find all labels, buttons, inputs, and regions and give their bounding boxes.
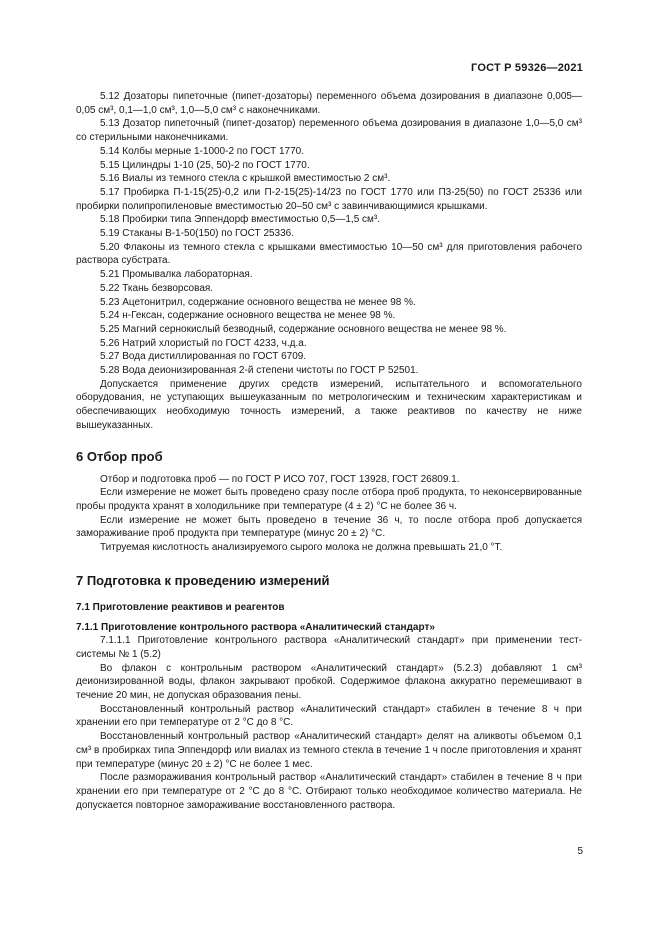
item-5-12: 5.12 Дозаторы пипеточные (пипет-дозаторы) переменного объема дозирования в диапазоне 0,005—0,05 см³, 0,1—1,0 см³, 1,0—5,0 см³ с наконечниками. [76, 91, 582, 116]
item-5-25: 5.25 Магний сернокислый безводный, содержание основного вещества не менее 98 %. [100, 323, 507, 335]
item-5-18: 5.18 Пробирки типа Эппендорф вместимостью 0,5—1,5 см³. [100, 214, 381, 226]
section-5-list [76, 90, 582, 433]
equipment-note: Допускается применение других средств измерений, испытательного и вспомогательного оборудования, не уступающих вышеуказанным по метрологическим и техническим характеристикам и обеспечивающих необходимую точность измерений, а также реактивов по качеству не ниже вышеуказанных. [76, 378, 582, 431]
paragraph: Восстановленный контрольный раствор «Аналитический стандарт» делят на аликвоты объемом 0,1 см³ в пробирках типа Эппендорф или виалах из темного стекла в течение 1 ч после приготовления и хранят при температуре (минус 20 ± 2) °С не более 1 мес. [76, 731, 582, 770]
item-5-20: 5.20 Флаконы из темного стекла с крышками вместимостью 10—50 см³ для приготовления рабочего раствора субстрата. [76, 241, 582, 267]
item-5-13: 5.13 Дозатор пипеточный (пипет-дозатор) переменного объема дозирования в диапазоне 1,0—5,0 см³ со стерильными наконечниками. [76, 118, 582, 144]
paragraph: Титруемая кислотность анализируемого сырого молока не должна превышать 21,0 °Т. [100, 542, 503, 554]
paragraph: 7.1.1.1 Приготовление контрольного раствора «Аналитический стандарт» при применении тест-системы № 1 (5.2) [76, 635, 582, 660]
section-7-1-1-title: 7.1.1 Приготовление контрольного раствора «Аналитический стандарт» [76, 621, 435, 633]
section-7-1-title: 7.1 Приготовление реактивов и реагентов [76, 601, 285, 613]
section-6-title: 6 Отбор проб [76, 448, 163, 464]
item-5-15: 5.15 Цилиндры 1-10 (25, 50)-2 по ГОСТ 1770. [100, 159, 310, 171]
item-5-23: 5.23 Ацетонитрил, содержание основного вещества не менее 98 %. [100, 296, 416, 308]
item-5-24: 5.24 н-Гексан, содержание основного вещества не менее 98 %. [100, 310, 396, 322]
document-body [76, 90, 582, 812]
item-5-21: 5.21 Промывалка лабораторная. [100, 269, 253, 281]
paragraph: После размораживания контрольный раствор «Аналитический стандарт» стабилен в течение 8 ч при хранении его при температуре от 2 °С до 8 °С. Отбирают только необходимое количество материала. Не допускается повторное замораживание восстановленного раствора. [76, 772, 582, 811]
item-5-27: 5.27 Вода дистиллированная по ГОСТ 6709. [100, 351, 307, 363]
item-5-19: 5.19 Стаканы В-1-50(150) по ГОСТ 25336. [100, 228, 295, 240]
paragraph: Во флакон с контрольным раствором «Аналитический стандарт» (5.2.3) добавляют 1 см³ деионизированной воды, флакон закрывают пробкой. Содержимое флакона аккуратно перемешивают в течение 20 мин, не допуская образования пены. [76, 662, 582, 702]
item-5-22: 5.22 Ткань безворсовая. [100, 282, 214, 294]
section-7-title: 7 Подготовка к проведению измерений [76, 572, 330, 588]
item-5-26: 5.26 Натрий хлористый по ГОСТ 4233, ч.д.а. [100, 337, 307, 349]
item-5-16: 5.16 Виалы из темного стекла с крышкой вместимостью 2 см³. [100, 173, 391, 185]
paragraph: Если измерение не может быть проведено сразу после отбора проб продукта, то неконсервированные пробы продукта хранят в холодильнике при температуре (4 ± 2) °С не более 36 ч. [76, 487, 582, 512]
item-5-28: 5.28 Вода деионизированная 2-й степени чистоты по ГОСТ Р 52501. [100, 365, 419, 377]
paragraph: Отбор и подготовка проб — по ГОСТ Р ИСО 707, ГОСТ 13928, ГОСТ 26809.1. [100, 473, 460, 485]
item-5-17: 5.17 Пробирка П-1-15(25)-0,2 или П-2-15(25)-14/23 по ГОСТ 1770 или П3-25(50) по ГОСТ 25336 или пробирки полипропиленовые вместимостью 20–50 см³ с завинчивающимися крышками. [76, 186, 582, 212]
page-number: 5 [577, 846, 583, 857]
section-6-body [76, 473, 582, 555]
section-7-body [76, 634, 582, 812]
paragraph: Восстановленный контрольный раствор «Аналитический стандарт» стабилен в течение 8 ч при хранении его при температуре от 2 °С до 8 °С. [76, 703, 582, 729]
paragraph: Если измерение не может быть проведено в течение 36 ч, то после отбора проб допускается замораживание проб продукта при температуре (минус 20 ± 2) °С. [76, 514, 582, 540]
document-id: ГОСТ Р 59326—2021 [471, 62, 583, 74]
item-5-14: 5.14 Колбы мерные 1-1000-2 по ГОСТ 1770. [100, 145, 304, 157]
